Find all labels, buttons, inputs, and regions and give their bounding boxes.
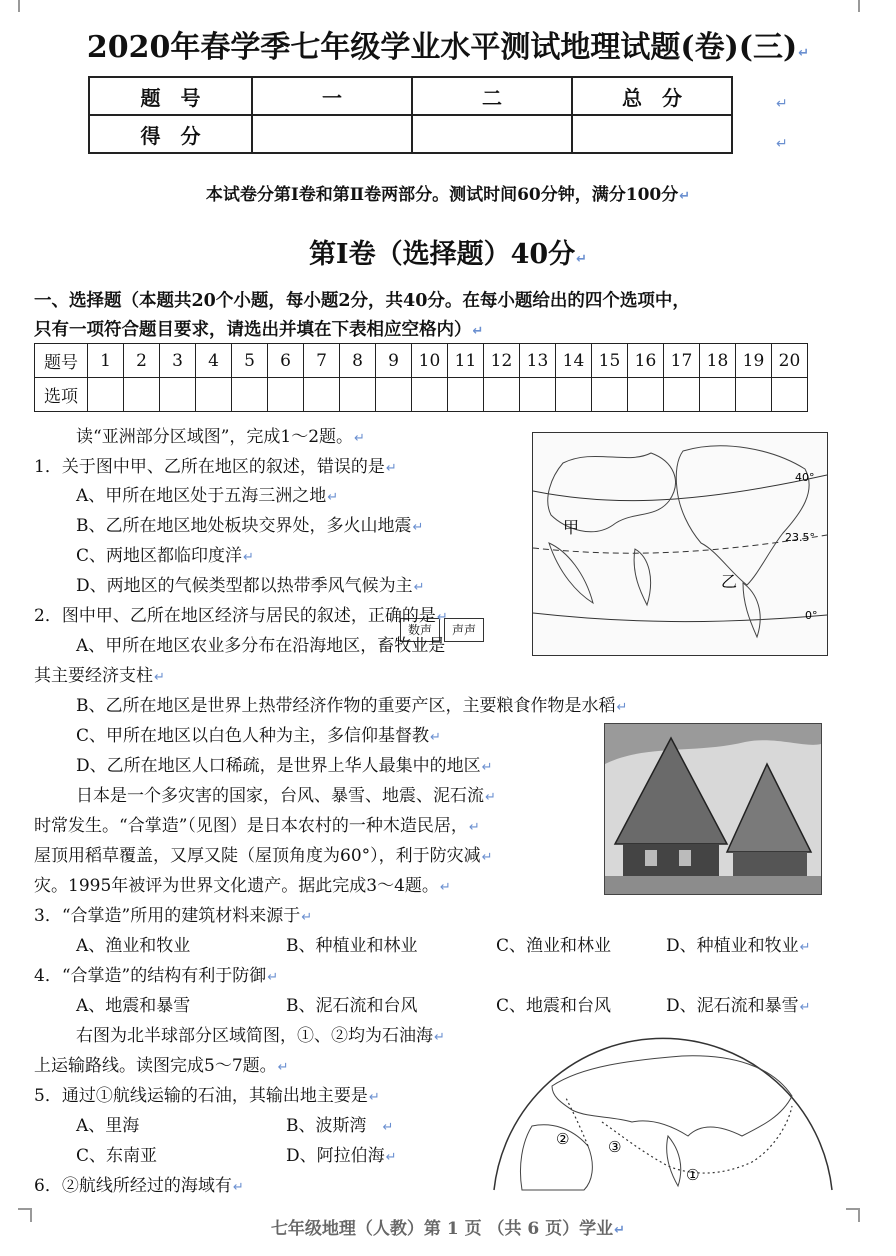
reading-passage-2-line-4 xyxy=(34,875,451,899)
answer-cell[interactable] xyxy=(628,378,664,412)
answer-cell[interactable] xyxy=(700,378,736,412)
question-3-option-a: A、渔业和牧业 xyxy=(76,936,191,956)
return-mark-icon: ↵ xyxy=(232,1180,244,1195)
label-lat-0: 0° xyxy=(805,609,818,622)
answer-number: 11 xyxy=(448,344,484,378)
gassho-house-photo xyxy=(604,723,822,895)
answer-number: 7 xyxy=(304,344,340,378)
reading-passage-3-line-2 xyxy=(34,1055,289,1079)
question-3-option-c: C、渔业和林业 xyxy=(496,936,612,956)
return-mark-icon: ↵ xyxy=(277,1060,289,1075)
answer-cell[interactable] xyxy=(484,378,520,412)
line-text: A、甲所在地区处于五海三洲之地 xyxy=(76,486,327,506)
line-text: 上运输路线。读图完成5～7题。 xyxy=(34,1056,277,1076)
return-mark-icon: ↵ xyxy=(434,1030,445,1045)
answer-table-option-row xyxy=(35,378,808,412)
answer-cell[interactable] xyxy=(736,378,772,412)
hemisphere-outline xyxy=(494,1038,832,1190)
shipping-route-1 xyxy=(602,1106,792,1173)
return-mark-icon: ↵ xyxy=(799,1000,811,1015)
question-1-option-a xyxy=(76,485,338,509)
line-text: 2．图中甲、乙所在地区经济与居民的叙述，正确的是 xyxy=(34,606,436,626)
question-5-option-b xyxy=(286,1115,393,1139)
return-mark-icon: ↵ xyxy=(436,610,448,625)
route-1-label: ① xyxy=(686,1166,700,1184)
line-text: C、两地区都临印度洋 xyxy=(76,546,243,566)
question-4-option-a: A、地震和暴雪 xyxy=(76,996,191,1016)
answer-number: 3 xyxy=(160,344,196,378)
return-mark-icon: ↵ xyxy=(267,970,279,985)
crop-mark-top-left xyxy=(18,0,20,12)
label-lat-40: 40° xyxy=(795,471,815,484)
crop-mark-top-right xyxy=(858,0,860,12)
line-text: 1．关于图中甲、乙所在地区的叙述，错误的是 xyxy=(34,457,385,477)
line-text: 4．“合掌造”的结构有利于防御 xyxy=(34,966,267,986)
line-text: D、乙所在地区人口稀疏，是世界上华人最集中的地区 xyxy=(76,756,481,776)
answer-cell[interactable] xyxy=(664,378,700,412)
answer-number: 9 xyxy=(376,344,412,378)
return-mark-icon: ↵ xyxy=(472,324,484,339)
return-mark-icon: ↵ xyxy=(385,461,397,476)
reading-passage-2-line-1 xyxy=(76,785,496,809)
question-5 xyxy=(34,1085,380,1109)
return-mark-icon: ↵ xyxy=(468,820,480,835)
return-mark-icon: ↵ xyxy=(576,252,588,267)
line-text: 时常发生。“合掌造”（见图）是日本农村的一种木造民居， xyxy=(34,816,468,836)
exam-title xyxy=(0,22,896,66)
score-cell-1[interactable] xyxy=(252,115,412,153)
line-text: D、种植业和牧业 xyxy=(666,936,799,956)
answer-cell[interactable] xyxy=(592,378,628,412)
question-4-option-b: B、泥石流和台风 xyxy=(286,996,418,1016)
land-outline-eurasia xyxy=(552,1056,792,1136)
return-mark-icon: ↵ xyxy=(430,730,441,745)
northern-hemisphere-map xyxy=(492,1026,834,1192)
answer-number: 10 xyxy=(412,344,448,378)
score-table-score-label: 得 分 xyxy=(89,115,252,153)
route-2-label: ② xyxy=(556,1130,570,1148)
asia-region-map xyxy=(532,432,828,656)
return-mark-icon: ↵ xyxy=(481,850,493,865)
question-1-option-d xyxy=(76,575,425,599)
answer-cell[interactable] xyxy=(772,378,808,412)
question-2 xyxy=(34,605,448,629)
exam-intro xyxy=(0,180,896,205)
page-footer-text: 七年级地理（人教）第 1 页 （共 6 页）学业 xyxy=(270,1219,614,1239)
answer-cell[interactable] xyxy=(304,378,340,412)
line-text: 读“亚洲部分区域图”，完成1～2题。 xyxy=(76,427,354,447)
question-4 xyxy=(34,965,278,989)
answer-number: 1 xyxy=(88,344,124,378)
question-3-option-d xyxy=(666,935,811,959)
question-2-option-c xyxy=(76,725,441,749)
line-text: 5．通过①航线运输的石油，其输出地主要是 xyxy=(34,1086,368,1106)
exam-title-text: 2020年春学季七年级学业水平测试地理试题(卷)(三) xyxy=(86,30,798,65)
return-mark-icon: ↵ xyxy=(243,550,254,565)
question-4-option-c: C、地震和台风 xyxy=(496,996,612,1016)
return-mark-icon: ↵ xyxy=(485,790,496,805)
answer-number: 20 xyxy=(772,344,808,378)
peninsula-outline-south xyxy=(634,549,651,605)
answer-cell[interactable] xyxy=(196,378,232,412)
line-text: 右图为北半球部分区域简图，①、②均为石油海 xyxy=(76,1026,433,1046)
asia-map-drawing xyxy=(533,433,827,655)
answer-cell[interactable] xyxy=(232,378,268,412)
reading-passage-3-line-1 xyxy=(76,1025,445,1049)
crop-mark-bottom-right-h xyxy=(846,1208,860,1210)
question-5-option-c: C、东南亚 xyxy=(76,1146,158,1166)
line-text: B、波斯湾 xyxy=(286,1116,367,1136)
latitude-line-40 xyxy=(533,475,827,501)
label-yi: 乙 xyxy=(721,572,738,591)
return-mark-icon: ↵ xyxy=(776,136,788,152)
question-2-option-d xyxy=(76,755,493,779)
question-3 xyxy=(34,905,312,929)
line-text: C、甲所在地区以白色人种为主，多信仰基督教 xyxy=(76,726,430,746)
question-3-option-b: B、种植业和林业 xyxy=(286,936,418,956)
question-1-option-b xyxy=(76,515,423,539)
section-title xyxy=(0,232,896,271)
answer-number: 17 xyxy=(664,344,700,378)
label-jia: 甲 xyxy=(563,518,580,537)
answer-table-number-row xyxy=(35,344,808,378)
answer-number: 15 xyxy=(592,344,628,378)
land-outline-east xyxy=(676,446,809,585)
question-5-option-a: A、里海 xyxy=(76,1116,140,1136)
instructions-line-2 xyxy=(34,316,483,341)
answer-number: 4 xyxy=(196,344,232,378)
answer-stamp-right: 声声 xyxy=(444,618,484,642)
return-mark-icon: ↵ xyxy=(327,490,339,505)
score-table-col-1: 一 xyxy=(252,77,412,115)
answer-cell[interactable] xyxy=(124,378,160,412)
return-mark-icon: ↵ xyxy=(354,431,365,446)
gassho-house-drawing xyxy=(605,724,821,894)
line-text: 3．“合掌造”所用的建筑材料来源于 xyxy=(34,906,301,926)
answer-cell[interactable] xyxy=(376,378,412,412)
return-mark-icon: ↵ xyxy=(614,1223,626,1238)
exam-intro-text: 本试卷分第Ⅰ卷和第Ⅱ卷两部分。测试时间60分钟，满分100分 xyxy=(205,185,679,205)
house-wall-main xyxy=(623,844,719,876)
question-2-option-b xyxy=(76,695,627,719)
label-lat-23: 23.5° xyxy=(785,531,815,544)
answer-stamp-left: 数声 xyxy=(400,618,440,642)
instructions-line-2-text: 只有一项符合题目要求，请选出并填在下表相应空格内） xyxy=(34,320,472,340)
return-mark-icon: ↵ xyxy=(413,580,425,595)
reading-passage-2-line-2 xyxy=(34,815,480,839)
section-title-text: 第Ⅰ卷（选择题）40分 xyxy=(308,239,576,270)
return-mark-icon: ↵ xyxy=(412,520,424,535)
line-text: D、两地区的气候类型都以热带季风气候为主 xyxy=(76,576,413,596)
return-mark-icon: ↵ xyxy=(439,880,451,895)
land-outline-india xyxy=(667,1136,681,1186)
score-cell-2[interactable] xyxy=(412,115,572,153)
question-2-option-a-cont xyxy=(34,665,165,689)
return-mark-icon: ↵ xyxy=(481,760,493,775)
line-text: 灾。1995年被评为世界文化遗产。据此完成3～4题。 xyxy=(34,876,439,896)
return-mark-icon: ↵ xyxy=(679,189,691,204)
answer-number: 19 xyxy=(736,344,772,378)
hemisphere-drawing xyxy=(492,1026,834,1192)
answer-number: 12 xyxy=(484,344,520,378)
answer-cell[interactable] xyxy=(448,378,484,412)
question-1-option-c xyxy=(76,545,254,569)
question-5-option-d xyxy=(286,1145,397,1169)
line-text: 6．②航线所经过的海域有 xyxy=(34,1176,232,1196)
question-6 xyxy=(34,1175,244,1199)
return-mark-icon: ↵ xyxy=(301,910,313,925)
answer-number: 8 xyxy=(340,344,376,378)
answer-table-number-label: 题号 xyxy=(35,344,88,378)
return-mark-icon: ↵ xyxy=(799,940,811,955)
answer-number: 16 xyxy=(628,344,664,378)
reading-passage-2-line-3 xyxy=(34,845,493,869)
answer-cell[interactable] xyxy=(268,378,304,412)
return-mark-icon: ↵ xyxy=(616,700,628,715)
question-2-option-a xyxy=(76,635,445,657)
return-mark-icon: ↵ xyxy=(154,670,165,685)
answer-cell[interactable] xyxy=(520,378,556,412)
answer-cell[interactable] xyxy=(88,378,124,412)
answer-number: 2 xyxy=(124,344,160,378)
answer-cell[interactable] xyxy=(412,378,448,412)
line-text: B、乙所在地区地处板块交界处，多火山地震 xyxy=(76,516,412,536)
answer-cell[interactable] xyxy=(160,378,196,412)
line-text: D、泥石流和暴雪 xyxy=(666,996,799,1016)
house-wall-right xyxy=(733,852,807,876)
score-table xyxy=(88,76,733,154)
score-table-header-label: 题 号 xyxy=(89,77,252,115)
crop-mark-bottom-left-h xyxy=(18,1208,32,1210)
answer-table xyxy=(34,343,808,412)
answer-cell[interactable] xyxy=(556,378,592,412)
return-mark-icon: ↵ xyxy=(385,1150,397,1165)
tropic-line xyxy=(533,535,827,553)
answer-number: 14 xyxy=(556,344,592,378)
answer-table-option-label: 选项 xyxy=(35,378,88,412)
score-table-col-2: 二 xyxy=(412,77,572,115)
answer-number: 13 xyxy=(520,344,556,378)
line-text: 日本是一个多灾害的国家，台风、暴雪、地震、泥石流 xyxy=(76,786,484,806)
return-mark-icon: ↵ xyxy=(368,1090,380,1105)
return-mark-icon: ↵ xyxy=(798,46,810,61)
answer-cell[interactable] xyxy=(340,378,376,412)
answer-number: 6 xyxy=(268,344,304,378)
route-3-label: ③ xyxy=(608,1138,622,1156)
line-text: B、乙所在地区是世界上热带经济作物的重要产区，主要粮食作物是水稻 xyxy=(76,696,616,716)
question-1 xyxy=(34,456,397,480)
line-text: A、甲所在地区农业多分布在沿海地区，畜牧业是 xyxy=(76,636,446,656)
reading-prompt-1 xyxy=(76,426,365,450)
return-mark-icon: ↵ xyxy=(776,96,788,112)
line-text: 屋顶用稻草覆盖，又厚又陡（屋顶角度为60°），利于防灾减 xyxy=(34,846,481,866)
equator-line xyxy=(533,613,827,622)
instructions-line-1: 一、选择题（本题共20个小题，每小题2分，共40分。在每小题给出的四个选项中， xyxy=(34,291,690,311)
line-text: D、阿拉伯海 xyxy=(286,1146,385,1166)
line-text: 其主要经济支柱 xyxy=(34,666,153,686)
return-mark-icon: ↵ xyxy=(382,1120,394,1135)
answer-number: 18 xyxy=(700,344,736,378)
answer-number: 5 xyxy=(232,344,268,378)
page-footer xyxy=(0,1214,896,1239)
score-table-col-total: 总 分 xyxy=(572,77,732,115)
question-4-option-d xyxy=(666,995,811,1019)
score-cell-total[interactable] xyxy=(572,115,732,153)
peninsula-outline-southeast xyxy=(743,583,760,637)
